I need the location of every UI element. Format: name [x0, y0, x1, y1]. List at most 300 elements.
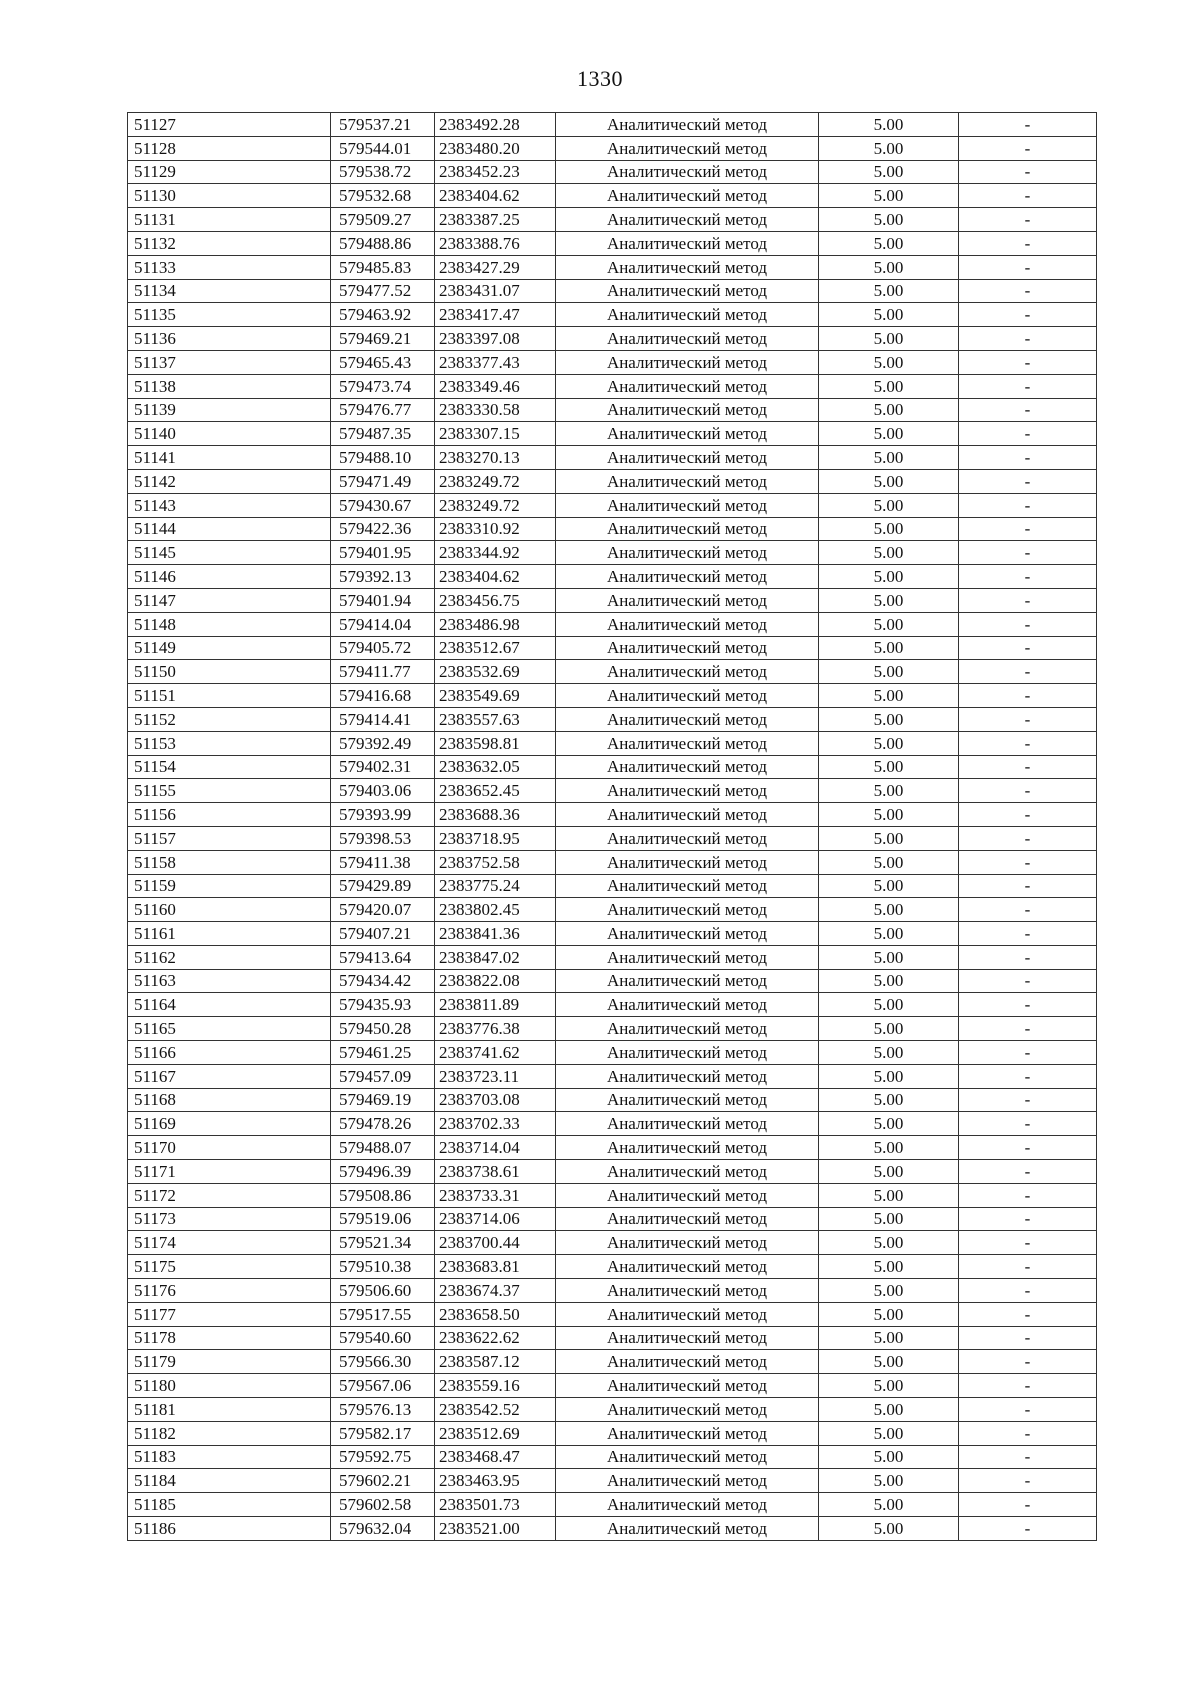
note-cell: -	[959, 1279, 1097, 1303]
x-coordinate-cell: 579422.36	[331, 517, 435, 541]
y-coordinate-cell: 2383249.72	[435, 469, 556, 493]
x-coordinate-cell: 579435.93	[331, 993, 435, 1017]
note-cell: -	[959, 446, 1097, 470]
accuracy-cell: 5.00	[819, 541, 959, 565]
point-id-cell: 51176	[128, 1279, 331, 1303]
y-coordinate-cell: 2383632.05	[435, 755, 556, 779]
y-coordinate-cell: 2383377.43	[435, 350, 556, 374]
point-id-cell: 51133	[128, 255, 331, 279]
note-cell: -	[959, 779, 1097, 803]
method-cell: Аналитический метод	[556, 826, 819, 850]
table-row	[128, 541, 1097, 565]
y-coordinate-cell: 2383270.13	[435, 446, 556, 470]
note-cell: -	[959, 755, 1097, 779]
y-coordinate-cell: 2383703.08	[435, 1088, 556, 1112]
point-id-cell: 51172	[128, 1183, 331, 1207]
y-coordinate-cell: 2383802.45	[435, 898, 556, 922]
accuracy-cell: 5.00	[819, 136, 959, 160]
x-coordinate-cell: 579416.68	[331, 684, 435, 708]
y-coordinate-cell: 2383521.00	[435, 1517, 556, 1541]
point-id-cell: 51130	[128, 184, 331, 208]
note-cell: -	[959, 826, 1097, 850]
x-coordinate-cell: 579393.99	[331, 803, 435, 827]
method-cell: Аналитический метод	[556, 660, 819, 684]
accuracy-cell: 5.00	[819, 1469, 959, 1493]
method-cell: Аналитический метод	[556, 1160, 819, 1184]
x-coordinate-cell: 579429.89	[331, 874, 435, 898]
note-cell: -	[959, 422, 1097, 446]
x-coordinate-cell: 579463.92	[331, 303, 435, 327]
note-cell: -	[959, 707, 1097, 731]
accuracy-cell: 5.00	[819, 303, 959, 327]
point-id-cell: 51140	[128, 422, 331, 446]
x-coordinate-cell: 579508.86	[331, 1183, 435, 1207]
y-coordinate-cell: 2383776.38	[435, 1017, 556, 1041]
point-id-cell: 51137	[128, 350, 331, 374]
accuracy-cell: 5.00	[819, 1302, 959, 1326]
point-id-cell: 51181	[128, 1398, 331, 1422]
accuracy-cell: 5.00	[819, 826, 959, 850]
point-id-cell: 51138	[128, 374, 331, 398]
point-id-cell: 51132	[128, 231, 331, 255]
accuracy-cell: 5.00	[819, 1326, 959, 1350]
method-cell: Аналитический метод	[556, 612, 819, 636]
x-coordinate-cell: 579457.09	[331, 1064, 435, 1088]
accuracy-cell: 5.00	[819, 945, 959, 969]
method-cell: Аналитический метод	[556, 945, 819, 969]
note-cell: -	[959, 684, 1097, 708]
x-coordinate-cell: 579602.58	[331, 1493, 435, 1517]
table-row	[128, 1183, 1097, 1207]
note-cell: -	[959, 945, 1097, 969]
method-cell: Аналитический метод	[556, 493, 819, 517]
x-coordinate-cell: 579471.49	[331, 469, 435, 493]
y-coordinate-cell: 2383307.15	[435, 422, 556, 446]
x-coordinate-cell: 579392.49	[331, 731, 435, 755]
x-coordinate-cell: 579473.74	[331, 374, 435, 398]
note-cell: -	[959, 374, 1097, 398]
table-row	[128, 255, 1097, 279]
x-coordinate-cell: 579403.06	[331, 779, 435, 803]
y-coordinate-cell: 2383674.37	[435, 1279, 556, 1303]
point-id-cell: 51143	[128, 493, 331, 517]
x-coordinate-cell: 579465.43	[331, 350, 435, 374]
table-row	[128, 1517, 1097, 1541]
table-row	[128, 327, 1097, 351]
note-cell: -	[959, 1421, 1097, 1445]
y-coordinate-cell: 2383417.47	[435, 303, 556, 327]
note-cell: -	[959, 1207, 1097, 1231]
method-cell: Аналитический метод	[556, 1136, 819, 1160]
accuracy-cell: 5.00	[819, 255, 959, 279]
accuracy-cell: 5.00	[819, 588, 959, 612]
table-row	[128, 922, 1097, 946]
note-cell: -	[959, 1469, 1097, 1493]
note-cell: -	[959, 255, 1097, 279]
y-coordinate-cell: 2383344.92	[435, 541, 556, 565]
point-id-cell: 51136	[128, 327, 331, 351]
method-cell: Аналитический метод	[556, 565, 819, 589]
x-coordinate-cell: 579517.55	[331, 1302, 435, 1326]
accuracy-cell: 5.00	[819, 969, 959, 993]
method-cell: Аналитический метод	[556, 922, 819, 946]
method-cell: Аналитический метод	[556, 1493, 819, 1517]
x-coordinate-cell: 579476.77	[331, 398, 435, 422]
note-cell: -	[959, 231, 1097, 255]
note-cell: -	[959, 1136, 1097, 1160]
table-row	[128, 779, 1097, 803]
method-cell: Аналитический метод	[556, 541, 819, 565]
method-cell: Аналитический метод	[556, 279, 819, 303]
note-cell: -	[959, 1017, 1097, 1041]
y-coordinate-cell: 2383330.58	[435, 398, 556, 422]
note-cell: -	[959, 303, 1097, 327]
x-coordinate-cell: 579509.27	[331, 208, 435, 232]
table-row	[128, 469, 1097, 493]
note-cell: -	[959, 1493, 1097, 1517]
point-id-cell: 51154	[128, 755, 331, 779]
table-row	[128, 1493, 1097, 1517]
x-coordinate-cell: 579544.01	[331, 136, 435, 160]
y-coordinate-cell: 2383468.47	[435, 1445, 556, 1469]
accuracy-cell: 5.00	[819, 707, 959, 731]
table-row	[128, 969, 1097, 993]
accuracy-cell: 5.00	[819, 1231, 959, 1255]
table-row	[128, 707, 1097, 731]
y-coordinate-cell: 2383841.36	[435, 922, 556, 946]
x-coordinate-cell: 579434.42	[331, 969, 435, 993]
table-row	[128, 1469, 1097, 1493]
x-coordinate-cell: 579414.41	[331, 707, 435, 731]
accuracy-cell: 5.00	[819, 1136, 959, 1160]
point-id-cell: 51135	[128, 303, 331, 327]
table-row	[128, 350, 1097, 374]
table-row	[128, 184, 1097, 208]
y-coordinate-cell: 2383349.46	[435, 374, 556, 398]
y-coordinate-cell: 2383249.72	[435, 493, 556, 517]
method-cell: Аналитический метод	[556, 755, 819, 779]
point-id-cell: 51152	[128, 707, 331, 731]
accuracy-cell: 5.00	[819, 279, 959, 303]
table-row	[128, 493, 1097, 517]
y-coordinate-cell: 2383431.07	[435, 279, 556, 303]
point-id-cell: 51170	[128, 1136, 331, 1160]
table-row	[128, 1064, 1097, 1088]
accuracy-cell: 5.00	[819, 1445, 959, 1469]
y-coordinate-cell: 2383714.06	[435, 1207, 556, 1231]
table-row	[128, 1445, 1097, 1469]
point-id-cell: 51148	[128, 612, 331, 636]
method-cell: Аналитический метод	[556, 636, 819, 660]
point-id-cell: 51142	[128, 469, 331, 493]
accuracy-cell: 5.00	[819, 1517, 959, 1541]
y-coordinate-cell: 2383598.81	[435, 731, 556, 755]
accuracy-cell: 5.00	[819, 469, 959, 493]
table-row	[128, 1302, 1097, 1326]
accuracy-cell: 5.00	[819, 422, 959, 446]
x-coordinate-cell: 579537.21	[331, 113, 435, 137]
accuracy-cell: 5.00	[819, 398, 959, 422]
method-cell: Аналитический метод	[556, 779, 819, 803]
y-coordinate-cell: 2383683.81	[435, 1255, 556, 1279]
method-cell: Аналитический метод	[556, 1517, 819, 1541]
y-coordinate-cell: 2383702.33	[435, 1112, 556, 1136]
method-cell: Аналитический метод	[556, 1064, 819, 1088]
point-id-cell: 51161	[128, 922, 331, 946]
table-row	[128, 398, 1097, 422]
y-coordinate-cell: 2383397.08	[435, 327, 556, 351]
table-row	[128, 588, 1097, 612]
y-coordinate-cell: 2383847.02	[435, 945, 556, 969]
table-row	[128, 1374, 1097, 1398]
y-coordinate-cell: 2383811.89	[435, 993, 556, 1017]
y-coordinate-cell: 2383775.24	[435, 874, 556, 898]
method-cell: Аналитический метод	[556, 1112, 819, 1136]
point-id-cell: 51141	[128, 446, 331, 470]
x-coordinate-cell: 579519.06	[331, 1207, 435, 1231]
table-row	[128, 755, 1097, 779]
accuracy-cell: 5.00	[819, 922, 959, 946]
point-id-cell: 51183	[128, 1445, 331, 1469]
x-coordinate-cell: 579592.75	[331, 1445, 435, 1469]
note-cell: -	[959, 1041, 1097, 1065]
y-coordinate-cell: 2383714.04	[435, 1136, 556, 1160]
point-id-cell: 51184	[128, 1469, 331, 1493]
y-coordinate-cell: 2383452.23	[435, 160, 556, 184]
accuracy-cell: 5.00	[819, 1421, 959, 1445]
table-row	[128, 422, 1097, 446]
note-cell: -	[959, 1374, 1097, 1398]
accuracy-cell: 5.00	[819, 446, 959, 470]
point-id-cell: 51156	[128, 803, 331, 827]
method-cell: Аналитический метод	[556, 1302, 819, 1326]
table-row	[128, 731, 1097, 755]
y-coordinate-cell: 2383456.75	[435, 588, 556, 612]
accuracy-cell: 5.00	[819, 1350, 959, 1374]
x-coordinate-cell: 579398.53	[331, 826, 435, 850]
note-cell: -	[959, 1112, 1097, 1136]
table-row	[128, 1136, 1097, 1160]
y-coordinate-cell: 2383512.67	[435, 636, 556, 660]
y-coordinate-cell: 2383532.69	[435, 660, 556, 684]
point-id-cell: 51168	[128, 1088, 331, 1112]
x-coordinate-cell: 579538.72	[331, 160, 435, 184]
point-id-cell: 51128	[128, 136, 331, 160]
x-coordinate-cell: 579469.19	[331, 1088, 435, 1112]
note-cell: -	[959, 136, 1097, 160]
method-cell: Аналитический метод	[556, 1207, 819, 1231]
note-cell: -	[959, 160, 1097, 184]
note-cell: -	[959, 279, 1097, 303]
table-row	[128, 1398, 1097, 1422]
method-cell: Аналитический метод	[556, 231, 819, 255]
method-cell: Аналитический метод	[556, 113, 819, 137]
method-cell: Аналитический метод	[556, 398, 819, 422]
x-coordinate-cell: 579405.72	[331, 636, 435, 660]
x-coordinate-cell: 579461.25	[331, 1041, 435, 1065]
note-cell: -	[959, 1350, 1097, 1374]
note-cell: -	[959, 350, 1097, 374]
x-coordinate-cell: 579602.21	[331, 1469, 435, 1493]
method-cell: Аналитический метод	[556, 327, 819, 351]
table-row	[128, 660, 1097, 684]
note-cell: -	[959, 588, 1097, 612]
x-coordinate-cell: 579540.60	[331, 1326, 435, 1350]
note-cell: -	[959, 113, 1097, 137]
note-cell: -	[959, 541, 1097, 565]
table-row	[128, 160, 1097, 184]
accuracy-cell: 5.00	[819, 1064, 959, 1088]
y-coordinate-cell: 2383700.44	[435, 1231, 556, 1255]
point-id-cell: 51149	[128, 636, 331, 660]
x-coordinate-cell: 579477.52	[331, 279, 435, 303]
point-id-cell: 51169	[128, 1112, 331, 1136]
point-id-cell: 51186	[128, 1517, 331, 1541]
table-row	[128, 945, 1097, 969]
table-row	[128, 612, 1097, 636]
table-row	[128, 1350, 1097, 1374]
y-coordinate-cell: 2383427.29	[435, 255, 556, 279]
point-id-cell: 51178	[128, 1326, 331, 1350]
method-cell: Аналитический метод	[556, 160, 819, 184]
y-coordinate-cell: 2383733.31	[435, 1183, 556, 1207]
x-coordinate-cell: 579576.13	[331, 1398, 435, 1422]
note-cell: -	[959, 493, 1097, 517]
y-coordinate-cell: 2383723.11	[435, 1064, 556, 1088]
accuracy-cell: 5.00	[819, 1017, 959, 1041]
x-coordinate-cell: 579430.67	[331, 493, 435, 517]
y-coordinate-cell: 2383822.08	[435, 969, 556, 993]
y-coordinate-cell: 2383559.16	[435, 1374, 556, 1398]
accuracy-cell: 5.00	[819, 1160, 959, 1184]
point-id-cell: 51167	[128, 1064, 331, 1088]
x-coordinate-cell: 579485.83	[331, 255, 435, 279]
point-id-cell: 51129	[128, 160, 331, 184]
x-coordinate-cell: 579413.64	[331, 945, 435, 969]
page-number: 1330	[577, 66, 623, 91]
table-row	[128, 136, 1097, 160]
x-coordinate-cell: 579414.04	[331, 612, 435, 636]
accuracy-cell: 5.00	[819, 684, 959, 708]
note-cell: -	[959, 1326, 1097, 1350]
y-coordinate-cell: 2383501.73	[435, 1493, 556, 1517]
accuracy-cell: 5.00	[819, 993, 959, 1017]
y-coordinate-cell: 2383512.69	[435, 1421, 556, 1445]
accuracy-cell: 5.00	[819, 231, 959, 255]
method-cell: Аналитический метод	[556, 850, 819, 874]
note-cell: -	[959, 969, 1097, 993]
x-coordinate-cell: 579488.86	[331, 231, 435, 255]
accuracy-cell: 5.00	[819, 1279, 959, 1303]
table-row	[128, 1255, 1097, 1279]
x-coordinate-cell: 579450.28	[331, 1017, 435, 1041]
accuracy-cell: 5.00	[819, 874, 959, 898]
method-cell: Аналитический метод	[556, 1183, 819, 1207]
note-cell: -	[959, 1088, 1097, 1112]
note-cell: -	[959, 1160, 1097, 1184]
y-coordinate-cell: 2383557.63	[435, 707, 556, 731]
point-id-cell: 51153	[128, 731, 331, 755]
x-coordinate-cell: 579488.10	[331, 446, 435, 470]
x-coordinate-cell: 579401.94	[331, 588, 435, 612]
accuracy-cell: 5.00	[819, 1088, 959, 1112]
table-row	[128, 993, 1097, 1017]
table-row	[128, 850, 1097, 874]
accuracy-cell: 5.00	[819, 898, 959, 922]
note-cell: -	[959, 874, 1097, 898]
accuracy-cell: 5.00	[819, 636, 959, 660]
method-cell: Аналитический метод	[556, 588, 819, 612]
x-coordinate-cell: 579469.21	[331, 327, 435, 351]
method-cell: Аналитический метод	[556, 1374, 819, 1398]
method-cell: Аналитический метод	[556, 374, 819, 398]
table-row	[128, 231, 1097, 255]
method-cell: Аналитический метод	[556, 969, 819, 993]
accuracy-cell: 5.00	[819, 1112, 959, 1136]
note-cell: -	[959, 565, 1097, 589]
table-row	[128, 1231, 1097, 1255]
x-coordinate-cell: 579402.31	[331, 755, 435, 779]
point-id-cell: 51185	[128, 1493, 331, 1517]
method-cell: Аналитический метод	[556, 469, 819, 493]
table-row	[128, 1279, 1097, 1303]
method-cell: Аналитический метод	[556, 1255, 819, 1279]
x-coordinate-cell: 579510.38	[331, 1255, 435, 1279]
point-id-cell: 51173	[128, 1207, 331, 1231]
method-cell: Аналитический метод	[556, 707, 819, 731]
note-cell: -	[959, 517, 1097, 541]
note-cell: -	[959, 922, 1097, 946]
table-row	[128, 1017, 1097, 1041]
note-cell: -	[959, 469, 1097, 493]
y-coordinate-cell: 2383587.12	[435, 1350, 556, 1374]
note-cell: -	[959, 612, 1097, 636]
note-cell: -	[959, 1064, 1097, 1088]
y-coordinate-cell: 2383388.76	[435, 231, 556, 255]
x-coordinate-cell: 579506.60	[331, 1279, 435, 1303]
note-cell: -	[959, 660, 1097, 684]
method-cell: Аналитический метод	[556, 184, 819, 208]
method-cell: Аналитический метод	[556, 517, 819, 541]
table-row	[128, 636, 1097, 660]
accuracy-cell: 5.00	[819, 208, 959, 232]
method-cell: Аналитический метод	[556, 1469, 819, 1493]
accuracy-cell: 5.00	[819, 327, 959, 351]
x-coordinate-cell: 579411.38	[331, 850, 435, 874]
method-cell: Аналитический метод	[556, 422, 819, 446]
point-id-cell: 51134	[128, 279, 331, 303]
table-row	[128, 208, 1097, 232]
table-row	[128, 826, 1097, 850]
point-id-cell: 51165	[128, 1017, 331, 1041]
point-id-cell: 51166	[128, 1041, 331, 1065]
method-cell: Аналитический метод	[556, 1231, 819, 1255]
x-coordinate-cell: 579532.68	[331, 184, 435, 208]
accuracy-cell: 5.00	[819, 1398, 959, 1422]
accuracy-cell: 5.00	[819, 660, 959, 684]
x-coordinate-cell: 579566.30	[331, 1350, 435, 1374]
table-row	[128, 374, 1097, 398]
x-coordinate-cell: 579496.39	[331, 1160, 435, 1184]
table-row	[128, 803, 1097, 827]
x-coordinate-cell: 579582.17	[331, 1421, 435, 1445]
note-cell: -	[959, 993, 1097, 1017]
y-coordinate-cell: 2383404.62	[435, 565, 556, 589]
accuracy-cell: 5.00	[819, 1255, 959, 1279]
method-cell: Аналитический метод	[556, 1041, 819, 1065]
accuracy-cell: 5.00	[819, 374, 959, 398]
note-cell: -	[959, 1255, 1097, 1279]
